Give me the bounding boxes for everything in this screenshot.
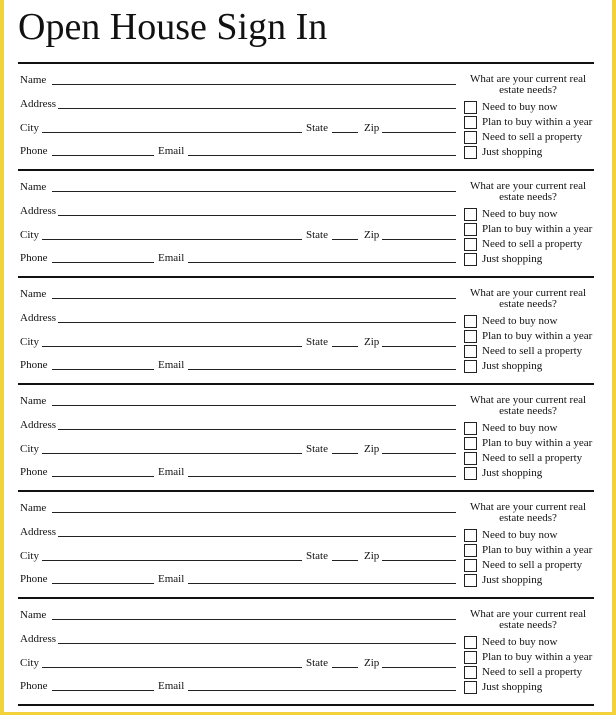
sign-in-entry-1: [18, 62, 594, 171]
checkbox[interactable]: [464, 116, 477, 129]
name-label: Name: [20, 609, 47, 621]
city-label: City: [20, 122, 39, 134]
needs-question: What are your current real estate needs?: [469, 501, 587, 524]
checkbox[interactable]: [464, 422, 477, 435]
phone-label: Phone: [20, 466, 48, 478]
name-field[interactable]: [52, 619, 456, 620]
checkbox[interactable]: [464, 360, 477, 373]
email-field[interactable]: [188, 155, 456, 156]
bottom-divider: [18, 704, 594, 706]
address-field[interactable]: [58, 108, 456, 109]
city-label: City: [20, 229, 39, 241]
state-field[interactable]: [332, 667, 358, 668]
name-field[interactable]: [52, 405, 456, 406]
address-label: Address: [20, 312, 57, 324]
phone-field[interactable]: [52, 155, 154, 156]
checkbox[interactable]: [464, 146, 477, 159]
option-label: Need to buy now: [482, 529, 558, 541]
checkbox[interactable]: [464, 529, 477, 542]
address-field[interactable]: [58, 536, 456, 537]
checkbox[interactable]: [464, 315, 477, 328]
email-field[interactable]: [188, 369, 456, 370]
option-label: Plan to buy within a year: [482, 330, 593, 342]
address-label: Address: [20, 205, 57, 217]
name-label: Name: [20, 74, 47, 86]
state-label: State: [306, 336, 328, 348]
name-field[interactable]: [52, 191, 456, 192]
phone-label: Phone: [20, 359, 48, 371]
state-field[interactable]: [332, 560, 358, 561]
checkbox[interactable]: [464, 437, 477, 450]
option-label: Need to buy now: [482, 636, 558, 648]
zip-field[interactable]: [382, 453, 456, 454]
phone-label: Phone: [20, 680, 48, 692]
checkbox[interactable]: [464, 636, 477, 649]
name-label: Name: [20, 288, 47, 300]
phone-field[interactable]: [52, 690, 154, 691]
option-label: Need to buy now: [482, 208, 558, 220]
city-field[interactable]: [42, 132, 302, 133]
city-label: City: [20, 550, 39, 562]
address-label: Address: [20, 633, 57, 645]
name-label: Name: [20, 181, 47, 193]
option-label: Need to buy now: [482, 315, 558, 327]
city-field[interactable]: [42, 453, 302, 454]
checkbox[interactable]: [464, 330, 477, 343]
phone-field[interactable]: [52, 369, 154, 370]
phone-field[interactable]: [52, 476, 154, 477]
needs-question: What are your current real estate needs?: [469, 287, 587, 310]
checkbox[interactable]: [464, 574, 477, 587]
option-label: Need to sell a property: [482, 345, 583, 357]
name-label: Name: [20, 395, 47, 407]
option-label: Need to sell a property: [482, 131, 583, 143]
city-label: City: [20, 657, 39, 669]
state-label: State: [306, 657, 328, 669]
city-label: City: [20, 336, 39, 348]
city-label: City: [20, 443, 39, 455]
option-label: Just shopping: [482, 467, 543, 479]
checkbox[interactable]: [464, 559, 477, 572]
option-label: Need to sell a property: [482, 452, 583, 464]
sign-in-entry-2: [18, 169, 594, 278]
needs-question: What are your current real estate needs?: [469, 180, 587, 203]
zip-field[interactable]: [382, 560, 456, 561]
phone-field[interactable]: [52, 583, 154, 584]
email-label: Email: [158, 145, 185, 157]
zip-label: Zip: [364, 229, 380, 241]
name-field[interactable]: [52, 84, 456, 85]
zip-label: Zip: [364, 657, 380, 669]
option-label: Need to buy now: [482, 101, 558, 113]
state-field[interactable]: [332, 132, 358, 133]
city-field[interactable]: [42, 667, 302, 668]
address-label: Address: [20, 419, 57, 431]
option-label: Need to sell a property: [482, 238, 583, 250]
sign-in-entry-4: [18, 383, 594, 492]
state-label: State: [306, 443, 328, 455]
page-title: Open House Sign In: [18, 6, 328, 48]
email-label: Email: [158, 680, 185, 692]
city-field[interactable]: [42, 346, 302, 347]
name-field[interactable]: [52, 512, 456, 513]
email-field[interactable]: [188, 262, 456, 263]
address-field[interactable]: [58, 322, 456, 323]
checkbox[interactable]: [464, 681, 477, 694]
option-label: Just shopping: [482, 574, 543, 586]
checkbox[interactable]: [464, 238, 477, 251]
checkbox[interactable]: [464, 666, 477, 679]
sign-in-entry-3: [18, 276, 594, 385]
checkbox[interactable]: [464, 131, 477, 144]
state-label: State: [306, 229, 328, 241]
email-field[interactable]: [188, 690, 456, 691]
needs-question: What are your current real estate needs?: [469, 73, 587, 96]
email-label: Email: [158, 573, 185, 585]
zip-field[interactable]: [382, 239, 456, 240]
needs-question: What are your current real estate needs?: [469, 394, 587, 417]
name-field[interactable]: [52, 298, 456, 299]
state-label: State: [306, 550, 328, 562]
address-field[interactable]: [58, 643, 456, 644]
state-field[interactable]: [332, 239, 358, 240]
zip-field[interactable]: [382, 667, 456, 668]
zip-field[interactable]: [382, 132, 456, 133]
address-label: Address: [20, 98, 57, 110]
address-field[interactable]: [58, 215, 456, 216]
option-label: Just shopping: [482, 253, 543, 265]
checkbox[interactable]: [464, 253, 477, 266]
option-label: Just shopping: [482, 681, 543, 693]
state-field[interactable]: [332, 453, 358, 454]
option-label: Plan to buy within a year: [482, 223, 593, 235]
checkbox[interactable]: [464, 101, 477, 114]
option-label: Plan to buy within a year: [482, 437, 593, 449]
zip-label: Zip: [364, 336, 380, 348]
phone-label: Phone: [20, 252, 48, 264]
checkbox[interactable]: [464, 452, 477, 465]
zip-label: Zip: [364, 443, 380, 455]
city-field[interactable]: [42, 560, 302, 561]
email-label: Email: [158, 466, 185, 478]
option-label: Need to sell a property: [482, 666, 583, 678]
zip-label: Zip: [364, 122, 380, 134]
address-label: Address: [20, 526, 57, 538]
phone-field[interactable]: [52, 262, 154, 263]
option-label: Just shopping: [482, 360, 543, 372]
option-label: Need to buy now: [482, 422, 558, 434]
email-label: Email: [158, 252, 185, 264]
option-label: Plan to buy within a year: [482, 544, 593, 556]
checkbox[interactable]: [464, 651, 477, 664]
zip-field[interactable]: [382, 346, 456, 347]
zip-label: Zip: [364, 550, 380, 562]
checkbox[interactable]: [464, 544, 477, 557]
email-field[interactable]: [188, 476, 456, 477]
phone-label: Phone: [20, 145, 48, 157]
sign-in-entry-6: [18, 597, 594, 706]
phone-label: Phone: [20, 573, 48, 585]
address-field[interactable]: [58, 429, 456, 430]
city-field[interactable]: [42, 239, 302, 240]
option-label: Plan to buy within a year: [482, 116, 593, 128]
name-label: Name: [20, 502, 47, 514]
checkbox[interactable]: [464, 345, 477, 358]
email-label: Email: [158, 359, 185, 371]
option-label: Just shopping: [482, 146, 543, 158]
needs-question: What are your current real estate needs?: [469, 608, 587, 631]
sign-in-sheet: [4, 0, 612, 712]
state-label: State: [306, 122, 328, 134]
checkbox[interactable]: [464, 208, 477, 221]
sign-in-entry-5: [18, 490, 594, 599]
checkbox[interactable]: [464, 223, 477, 236]
option-label: Need to sell a property: [482, 559, 583, 571]
state-field[interactable]: [332, 346, 358, 347]
checkbox[interactable]: [464, 467, 477, 480]
email-field[interactable]: [188, 583, 456, 584]
option-label: Plan to buy within a year: [482, 651, 593, 663]
